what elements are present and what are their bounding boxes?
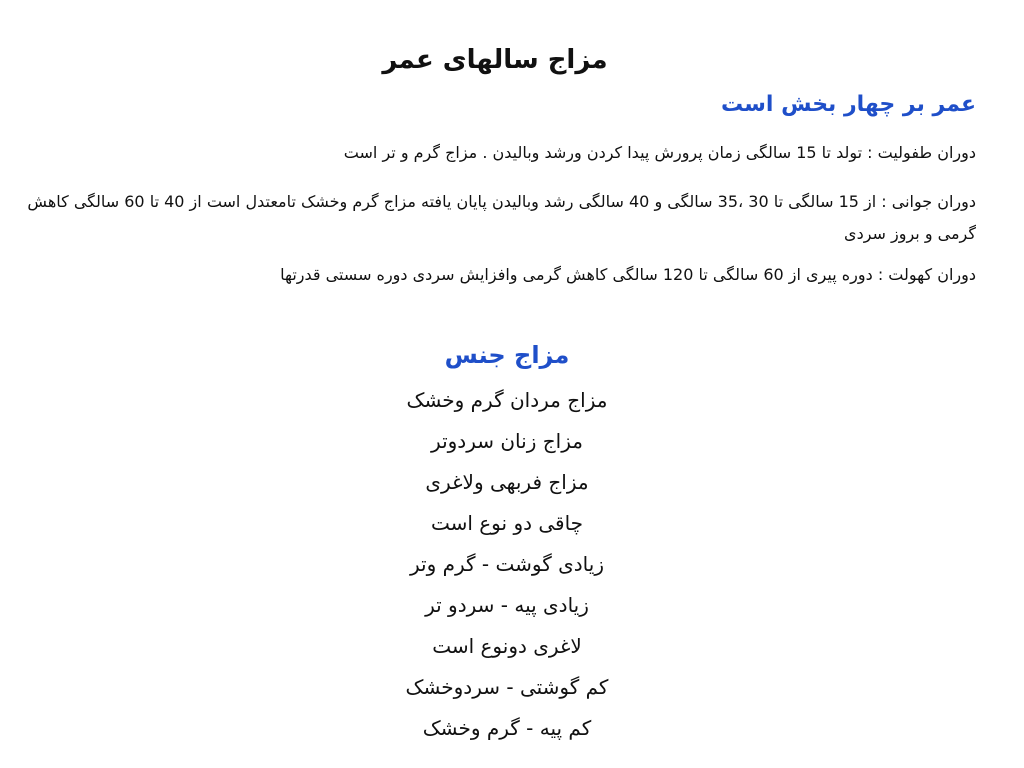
list-item: زیادی گوشت - گرم وتر xyxy=(410,552,604,576)
list-item: کم پیه - گرم وخشک xyxy=(422,716,592,740)
list-item: کم گوشتی - سردوخشک xyxy=(405,675,609,699)
list-item: لاغری دونوع است xyxy=(432,634,582,658)
temperament-list xyxy=(0,380,1014,749)
list-item: زیادی پیه - سردو تر xyxy=(425,593,589,617)
paragraph-old-age: دوران کهولت : دوره پیری از 60 سالگی تا 120 سالگی کاهش گرمی وافزایش سردی دوره سستی قدرتها xyxy=(280,265,976,284)
page-title: مزاج سالهای عمر xyxy=(382,45,608,75)
sub-heading-gender-temperament: مزاج جنس xyxy=(444,341,570,369)
list-item: چاقی دو نوع است xyxy=(430,511,584,535)
section-heading-life-stages: عمر بر چهار بخش است xyxy=(720,92,976,117)
paragraph-youth: دوران جوانی : از 15 سالگی تا 30 ،35 سالگی و 40 سالگی رشد وبالیدن پایان یافته مزاج گرم وخشک تامعتدل است از 40 تا 60 سالگی کاهش گرمی و بروز سردی xyxy=(27,192,976,243)
list-item: مزاج مردان گرم وخشک xyxy=(406,388,608,412)
list-item: مزاج فربهی ولاغری xyxy=(425,470,589,494)
paragraph-childhood: دوران طفولیت : تولد تا 15 سالگی زمان پرورش پیدا کردن ورشد وبالیدن . مزاج گرم و تر است xyxy=(343,143,976,162)
list-item: مزاج زنان سردوتر xyxy=(431,429,583,453)
